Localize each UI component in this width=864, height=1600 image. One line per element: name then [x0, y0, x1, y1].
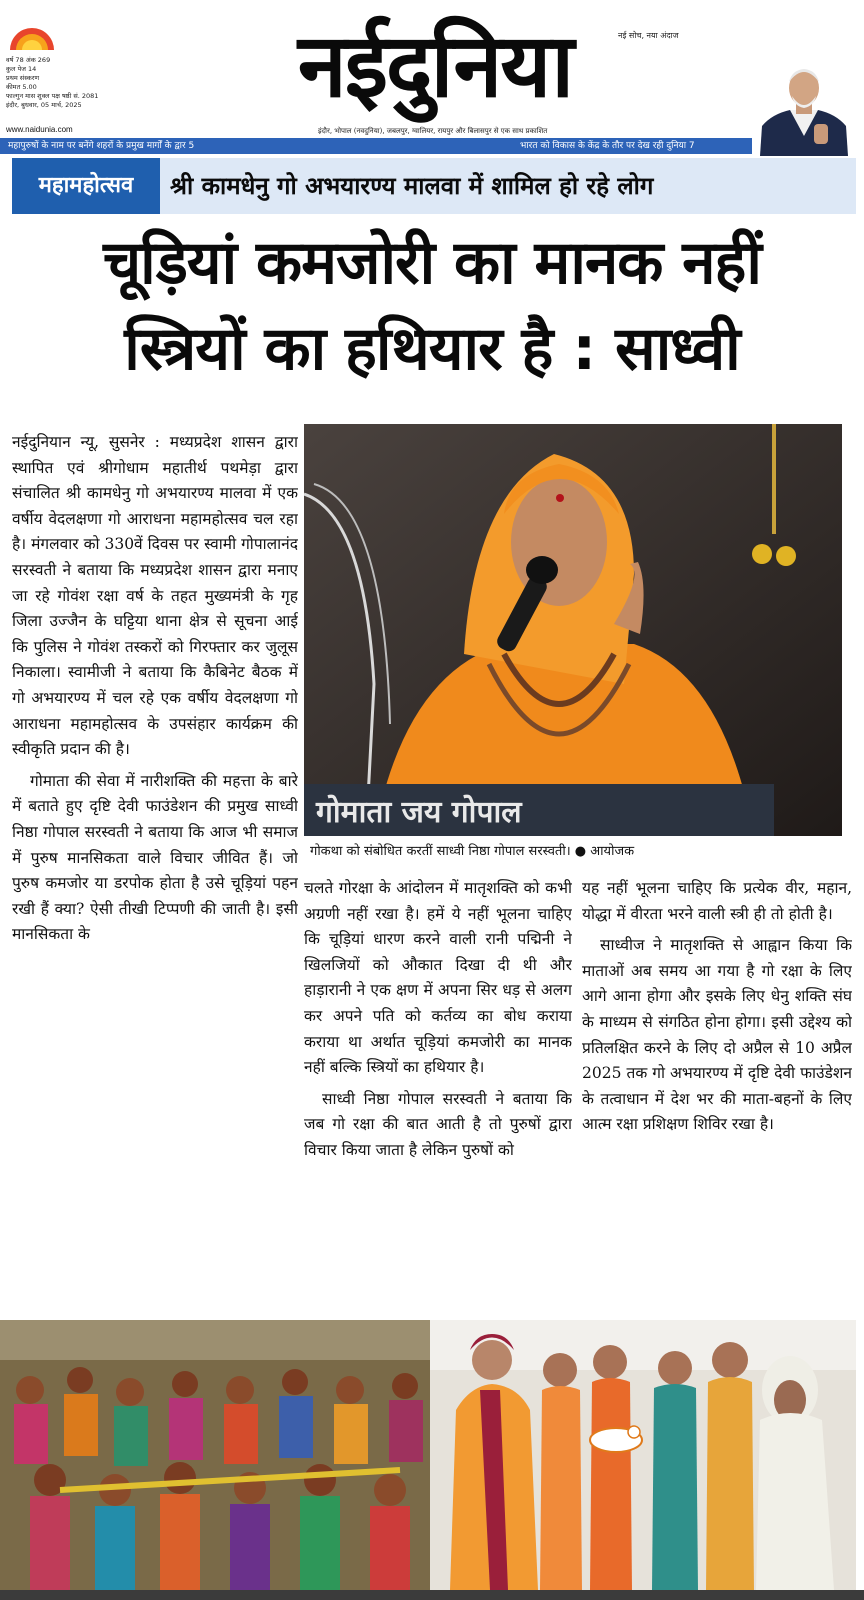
meta-line: कीमत 5.00 [6, 83, 37, 91]
bottom-bar [0, 1590, 864, 1600]
banner-text: गोमाता जय गोपाल [316, 795, 522, 830]
crowd-photo [0, 1320, 430, 1590]
article-paragraph: चलते गोरक्षा के आंदोलन में मातृशक्ति को कभी अग्रणी नहीं रखा है। हमें ये नहीं भूलना चाहिए कि चूड़ियां धारण करने वाली रानी पद्मिनी ने खिलजियों को औकात दिखा दी थी और हाड़ारानी ने एक क्षण में अपना सिर धड़ से अलग कर अपने पति को कर्तव्य का बोध कराया कराया था अर्थात चूड़ियां कमजोरी का मानक नहीं बल्कि स्त्रियों का हथियार है। [304, 879, 572, 1077]
article-paragraph: नईदुनियान न्यू, सुसनेर : मध्यप्रदेश शासन द्वारा स्थापित एवं श्रीगोधाम महातीर्थ पथमेड़ा द्वारा संचालित श्री कामधेनु गो अभयारण्य मालवा में एक वर्षीय वेदलक्षणा गो आराधना महामहोत्सव चल रहा है। मंगलवार को 330वें दिवस पर स्वामी गोपालानंद सरस्वती ने बताया कि मध्यप्रदेश शासन द्वारा मनाए जा रहे गोवंश रक्षा वर्ष के तहत मुख्यमंत्री के गृह जिला उज्जैन के घट्टिया थाना क्षेत्र से सूचना आई कि पुलिस ने गोवंश तस्करों को गिरफ्तार कर जुलूस निकाला। स्वामीजी ने बताया कि कैबिनेट बैठक में गो अभयारण्य में चल रहे एक वर्षीय वेदलक्षणा गो आराधना महामहोत्सव के उपसंहार कार्यक्रम की स्वीकृति प्रदान की है। [12, 433, 298, 759]
meta-line: वर्ष 78 अंक 269 [6, 56, 51, 64]
meta-line: फाल्गुन मास शुक्ल पक्ष षष्ठी सं. 2081 [6, 92, 99, 100]
teaser-left[interactable]: महापुरुषों के नाम पर बनेंगे शहरों के प्रमुख मार्गों के द्वार 5 [8, 141, 195, 151]
tagline: नई सोच, नया अंदाज [618, 31, 679, 40]
teaser-strip [0, 138, 752, 154]
article-paragraph: गोमाता की सेवा में नारीशक्ति की महत्ता के बारे में बताते हुए दृष्टि देवी फाउंडेशन की प्रमुख साध्वी निष्ठा गोपाल सरस्वती ने बताया कि आज भी समाज में पुरुष मानसिकता वाले विचार जीवित हैं। जो पुरुष कमजोर या डरपोक होता है उसे चूड़ियां पहन रखी हैं क्या? ऐसी तीखी टिप्पणी की जाती है। इसी मानसिकता के [12, 771, 298, 944]
edition-meta [6, 56, 126, 110]
article-column-3 [582, 876, 852, 1318]
teaser-right[interactable]: भारत को विकास के केंद्र के तौर पर देख रही दुनिया 7 [520, 141, 695, 151]
kicker-tag: महामहोत्सव [12, 158, 160, 214]
website-link[interactable]: www.naidunia.com [6, 125, 73, 134]
kicker-text: श्री कामधेनु गो अभयारण्य मालवा में शामिल हो रहे लोग [170, 172, 654, 200]
editions-line: इंदौर, भोपाल (नवदुनिया), जबलपुर, ग्वालियर, रायपुर और बिलासपुर से एक साथ प्रकाशित [318, 127, 548, 135]
article-paragraph: यह नहीं भूलना चाहिए कि प्रत्येक वीर, महान, योद्धा में वीरता भरने वाली स्त्री ही तो होती है। [582, 879, 852, 923]
headline [0, 220, 864, 392]
masthead [0, 0, 864, 138]
article-column-1 [12, 430, 298, 1318]
kicker-bar [12, 158, 856, 214]
article-paragraph: साध्वी निष्ठा गोपाल सरस्वती ने बताया कि जब गो रक्षा की बात आती है तो पुरुषों द्वारा विचार किया जाता है लेकिन पुरुषों को [304, 1089, 572, 1159]
meta-line: प्रथम संस्करण [6, 74, 40, 82]
newspaper-title: नईदुनिया [297, 14, 573, 117]
headline-line-2: स्त्रियों का हथियार है : साध्वी [124, 314, 740, 384]
meta-line: कुल पेज 14 [6, 65, 37, 73]
sun-logo-icon [8, 24, 56, 52]
main-photo [304, 424, 842, 836]
photo-caption: गोकथा को संबोधित करतीं साध्वी निष्ठा गोपाल सरस्वती। ● आयोजक [310, 844, 635, 859]
felicitation-photo [430, 1320, 856, 1590]
portrait-photo [752, 56, 856, 156]
article-paragraph: साध्वीज ने मातृशक्ति से आह्वान किया कि माताओं अब समय आ गया है गो रक्षा के लिए आगे आना होगा और इसके लिए धेनु शक्ति संघ के माध्यम से संगठित होना होगा। इसी उद्देश्य को प्रतिलक्षित करने के लिए दो अप्रैल से 10 अप्रैल 2025 तक गो अभयारण्य में दृष्टि देवी फाउंडेशन के तत्वाधान में देश भर की माता-बहनों के लिए आत्म रक्षा प्रशिक्षण शिविर रखा है। [582, 936, 852, 1134]
meta-line: इंदौर, बुधवार, 05 मार्च, 2025 [6, 101, 82, 109]
article-column-2 [304, 876, 572, 1318]
headline-line-1: चूड़ियां कमजोरी का मानक नहीं [103, 228, 761, 298]
